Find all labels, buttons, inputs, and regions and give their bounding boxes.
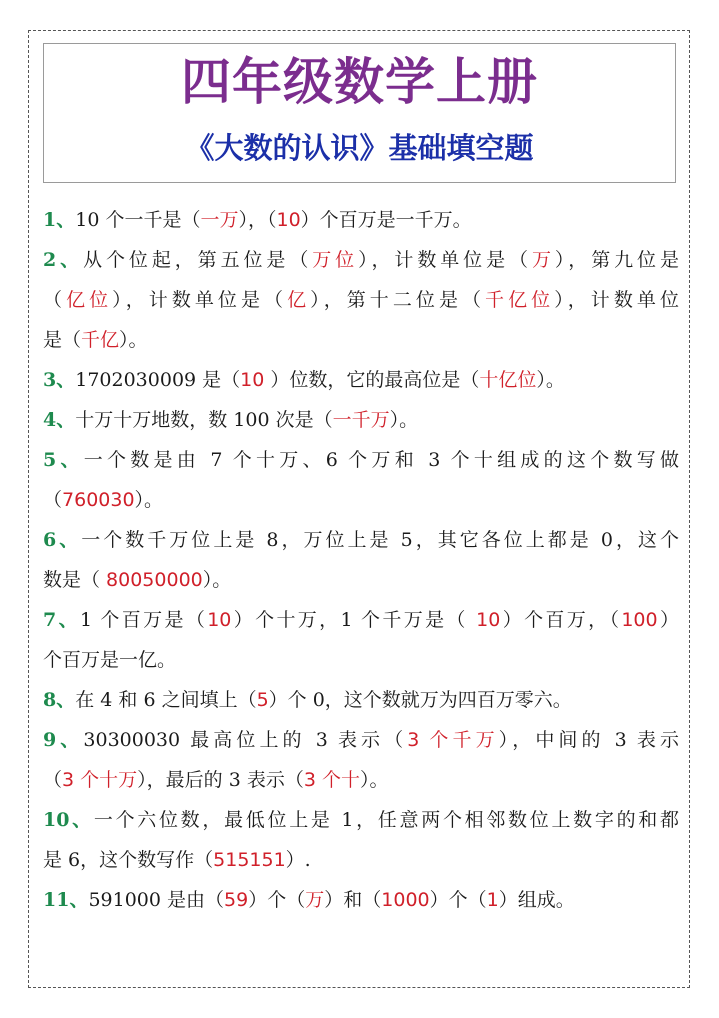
question-line — [43, 400, 679, 440]
question-text: ），计数单位是（ — [112, 289, 288, 311]
question-number: 2、 — [43, 249, 84, 271]
question-text: ）。 — [536, 369, 565, 391]
question-text: ）个（ — [429, 889, 487, 911]
question-number: 4、 — [43, 409, 76, 431]
question-line — [43, 720, 679, 760]
question-text: 1 个百万是（ — [79, 609, 208, 631]
question-text: ）个 0，这个数就万为四百万零六。 — [268, 689, 572, 711]
answer-text: 千亿 — [81, 329, 120, 351]
answer-text: 1 — [486, 889, 499, 911]
question-number: 9、 — [43, 729, 84, 751]
question-line — [43, 320, 679, 360]
question-text: ）个百万是一千万。 — [300, 209, 472, 231]
question-text: ） — [657, 609, 679, 631]
question-text: ），第十二位是（ — [310, 289, 486, 311]
answer-text: 100 — [621, 609, 658, 631]
question-text: 1702030009 是（ — [75, 369, 241, 391]
question-line — [43, 640, 679, 680]
question-line — [43, 800, 679, 840]
answer-text: 一万 — [200, 209, 239, 231]
answer-text: 3 个十万 — [62, 769, 138, 791]
answer-text: 十亿位 — [479, 369, 537, 391]
answer-text: 3 个千万 — [407, 729, 499, 751]
question-text: 一个数是由 7 个十万、6 个万和 3 个十组成的这个数写做 — [83, 449, 679, 471]
answer-text: 80050000 — [106, 569, 203, 591]
question-text: 十万十万地数，数 100 次是（ — [75, 409, 333, 431]
question-line — [43, 680, 679, 720]
answer-text: 515151 — [213, 849, 286, 871]
question-text: （ — [43, 489, 63, 511]
answer-text: 万 — [305, 889, 325, 911]
question-text: ）。 — [134, 489, 164, 511]
question-line — [43, 240, 679, 280]
question-line — [43, 280, 679, 320]
answer-text: 10 — [207, 609, 232, 631]
question-text: ）组成。 — [498, 889, 575, 911]
question-line — [43, 760, 679, 800]
question-text: ），（ — [238, 209, 277, 231]
question-line — [43, 520, 679, 560]
question-text: ）位数，它的最高位是（ — [264, 369, 480, 391]
answer-text: 亿 — [287, 289, 311, 311]
question-number: 11、 — [43, 889, 89, 911]
question-line — [43, 840, 679, 880]
question-number: 3、 — [43, 369, 76, 391]
header-box — [43, 43, 676, 183]
question-number: 6、 — [43, 529, 82, 551]
question-text: ），最后的 3 表示（ — [137, 769, 304, 791]
question-text: ）个（ — [248, 889, 306, 911]
question-number: 1、 — [43, 209, 76, 231]
answer-text: 万位 — [312, 249, 359, 271]
page-title: 四年级数学上册 — [181, 53, 538, 111]
question-text: ）。 — [389, 409, 419, 431]
question-text: ），中间的 3 表示 — [498, 729, 679, 751]
question-text: 在 4 和 6 之间填上（ — [75, 689, 257, 711]
question-text: ）个十万，1 个千万是（ — [231, 609, 477, 631]
question-text: ）和（ — [324, 889, 382, 911]
question-list — [43, 200, 679, 920]
page-subtitle: 《大数的认识》基础填空题 — [185, 131, 534, 165]
question-line — [43, 480, 679, 520]
question-text: （ — [43, 289, 67, 311]
question-line — [43, 360, 679, 400]
question-text: ）个百万，（ — [500, 609, 622, 631]
question-number: 10、 — [43, 809, 94, 831]
answer-text: 10 — [240, 369, 265, 391]
question-text: 一个六位数，最低位上是 1，任意两个相邻数位上数字的和都 — [93, 809, 679, 831]
answer-text: 10 — [276, 209, 301, 231]
question-text: ）。 — [202, 569, 232, 591]
question-number: 5、 — [43, 449, 84, 471]
question-text: ）。 — [359, 769, 389, 791]
question-text: ），计数单位是（ — [358, 249, 532, 271]
answer-text: 万 — [531, 249, 555, 271]
question-number: 7、 — [43, 609, 80, 631]
question-text: （ — [43, 769, 63, 791]
question-text: 是 6，这个数写作（ — [43, 849, 214, 871]
answer-text: 千亿位 — [485, 289, 555, 311]
question-line — [43, 440, 679, 480]
question-text: 数是（ — [43, 569, 107, 591]
question-text: ），计数单位 — [554, 289, 679, 311]
question-line — [43, 880, 679, 920]
question-line — [43, 560, 679, 600]
question-number: 8、 — [43, 689, 76, 711]
question-text: 是（ — [43, 329, 82, 351]
answer-text: 1000 — [381, 889, 430, 911]
question-text: 10 个一千是（ — [75, 209, 201, 231]
answer-text: 亿位 — [66, 289, 113, 311]
question-line — [43, 600, 679, 640]
question-text: 一个数千万位上是 8，万位上是 5，其它各位上都是 0，这个 — [81, 529, 679, 551]
question-text: ），第九位是 — [554, 249, 679, 271]
question-text: 从个位起，第五位是（ — [83, 249, 313, 271]
answer-text: 5 — [256, 689, 269, 711]
question-text: 个百万是一亿。 — [43, 649, 177, 671]
question-text: 591000 是由（ — [88, 889, 225, 911]
answer-text: 10 — [476, 609, 501, 631]
question-text: 30300030 最高位上的 3 表示（ — [83, 729, 408, 751]
question-text: ）。 — [119, 329, 148, 351]
question-line — [43, 200, 679, 240]
answer-text: 一千万 — [332, 409, 390, 431]
question-text: ）. — [285, 849, 311, 871]
answer-text: 3 个十 — [303, 769, 360, 791]
answer-text: 760030 — [62, 489, 135, 511]
answer-text: 59 — [224, 889, 249, 911]
